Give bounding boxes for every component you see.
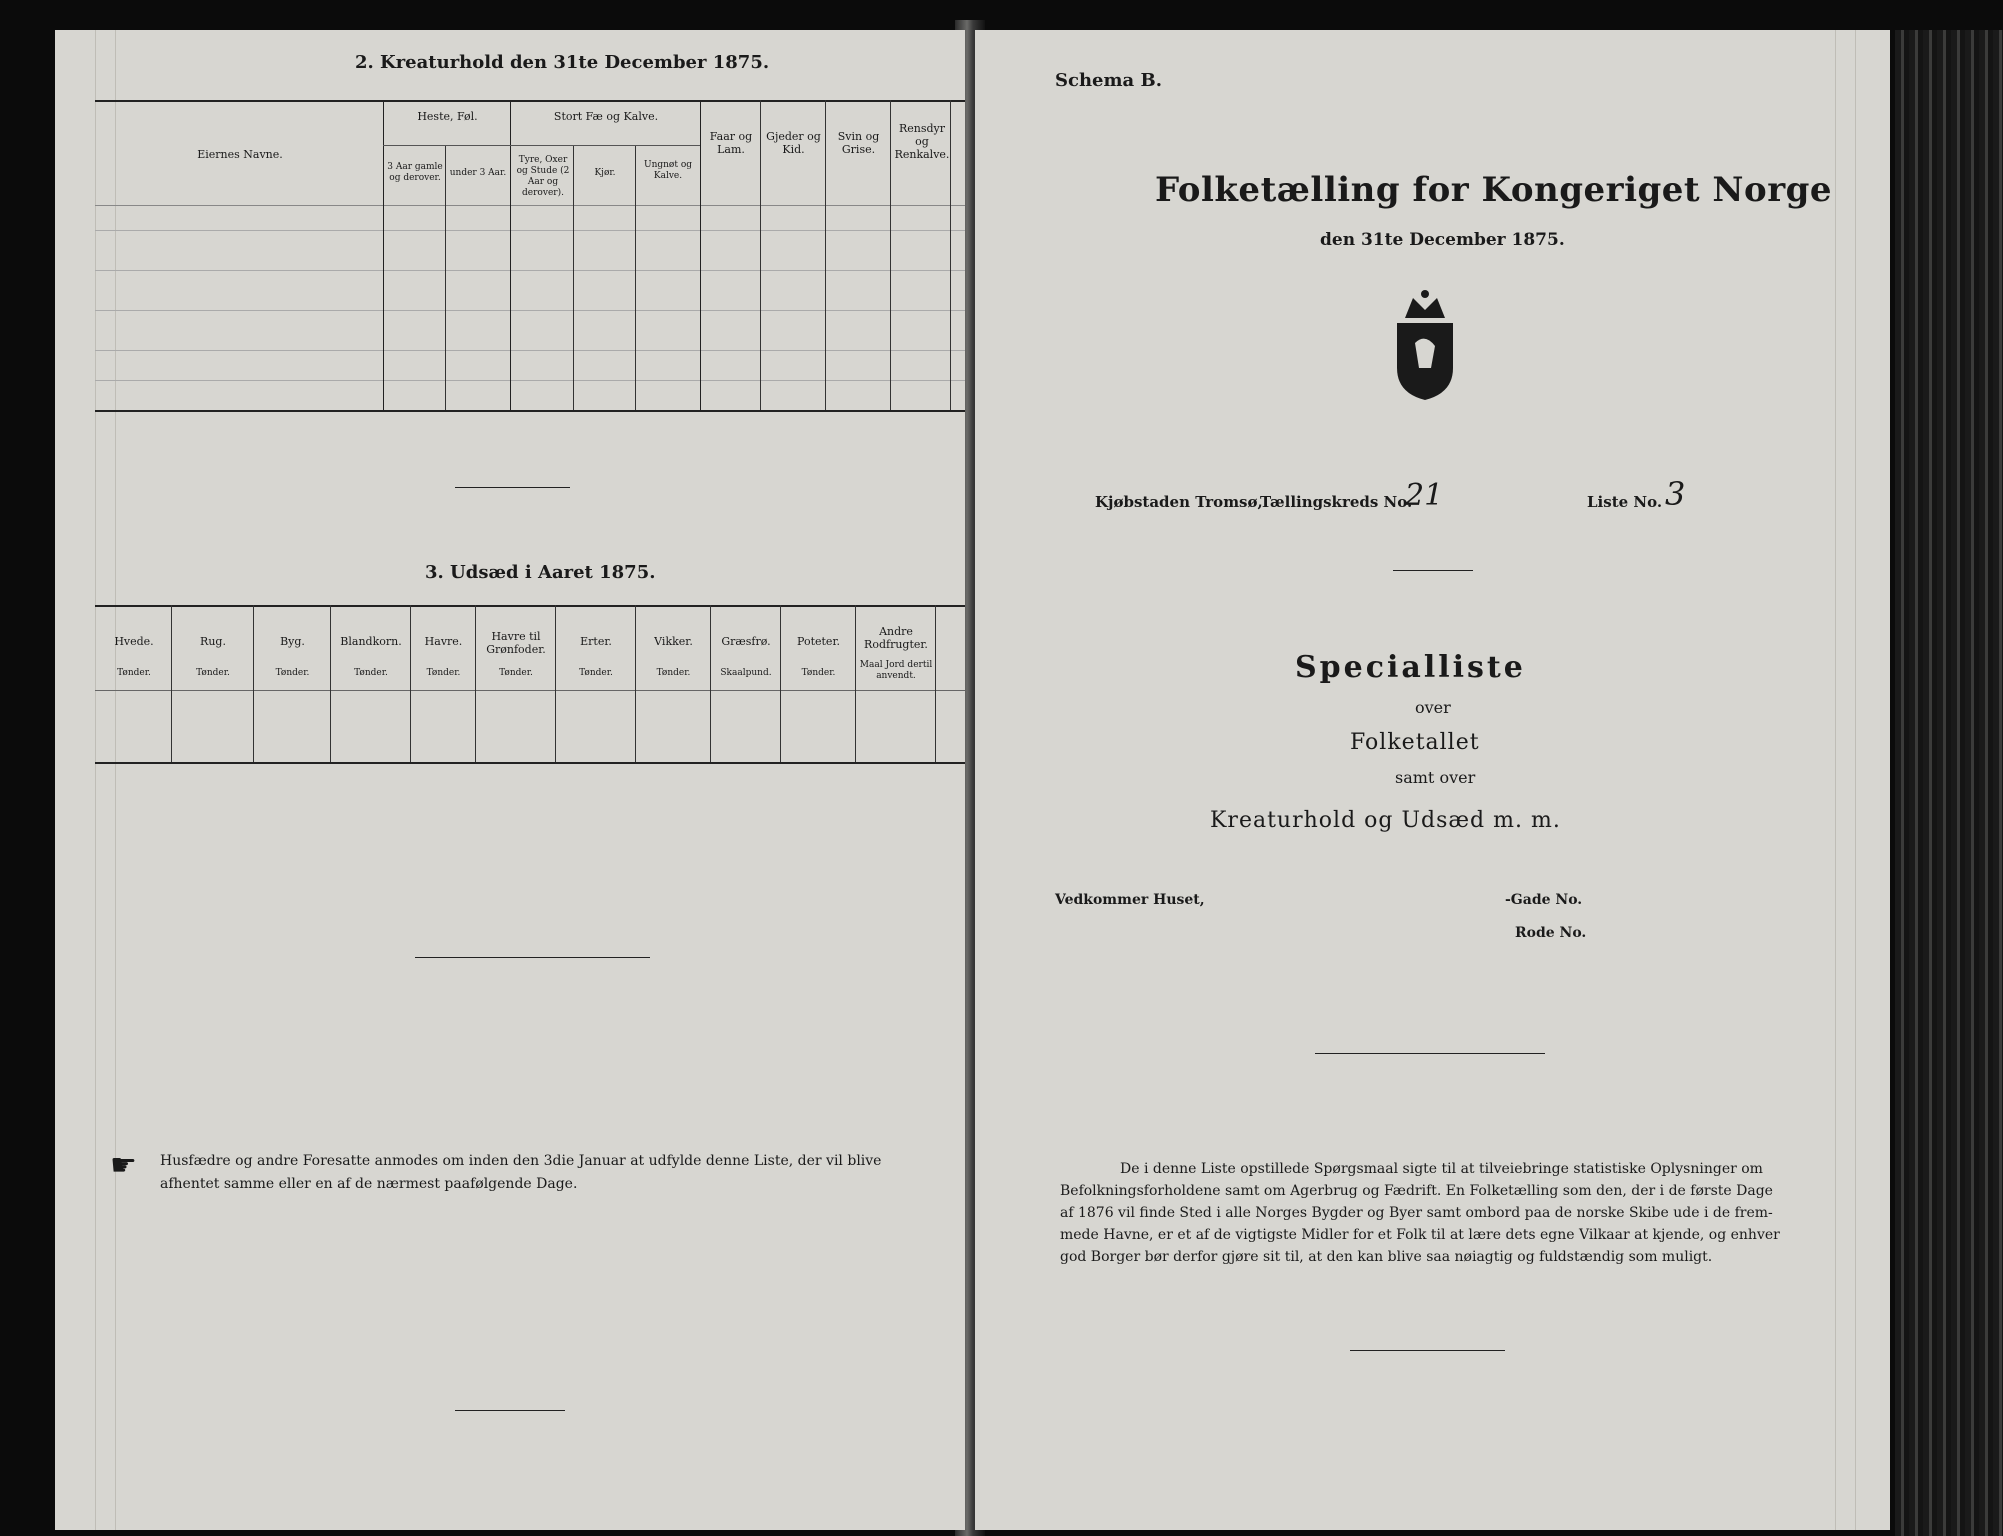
paragraph-line-1: De i denne Liste opstillede Spørgsmaal sigte til at tilveiebringe statistiske Oplysninger om <box>1120 1161 1763 1177</box>
storfe-header: Stort Fæ og Kalve. <box>553 110 659 123</box>
schema-label: Schema B. <box>1055 70 1162 91</box>
udsaed-unit-3: Tønder. <box>354 668 388 678</box>
rensdyr-header: Rensdyr og Renkalve. <box>894 122 950 161</box>
paragraph-line-2: Befolkningsforholdene samt om Agerbrug og Fædrift. En Folketælling som den, der i de første Dage <box>1060 1183 1773 1199</box>
heste-sub-2: under 3 Aar. <box>449 168 507 178</box>
kjobstad-label: Kjøbstaden Tromsø, <box>1095 493 1263 511</box>
udsaed-unit-0: Tønder. <box>117 668 151 678</box>
liste-label: Liste No. <box>1587 493 1663 511</box>
udsaed-col-7: Vikker. <box>654 635 693 648</box>
owner-name-header: Eiernes Navne. <box>197 148 283 161</box>
folketallet-heading: Folketallet <box>1350 730 1480 755</box>
udsaed-unit-6: Tønder. <box>579 668 613 678</box>
udsaed-unit-9: Tønder. <box>801 668 836 678</box>
udsaed-unit-7: Tønder. <box>656 668 691 678</box>
faar-header: Faar og Lam. <box>709 130 753 156</box>
gjeder-header: Gjeder og Kid. <box>766 130 821 156</box>
specialliste-heading: Specialliste <box>1295 650 1526 685</box>
main-title: Folketælling for Kongeriget Norge <box>1155 170 1833 210</box>
paragraph-line-3: af 1876 vil finde Sted i alle Norges Bygder og Byer samt ombord paa de norske Skibe ude i de frem- <box>1060 1205 1773 1221</box>
krets-value: 21 <box>1405 478 1444 513</box>
udsaed-col-4: Havre. <box>424 635 463 648</box>
instruction-line-2: afhentet samme eller en af de nærmest paafølgende Dage. <box>160 1176 578 1192</box>
udsaed-unit-2: Tønder. <box>275 668 310 678</box>
svin-header: Svin og Grise. <box>837 130 880 156</box>
section3-title: 3. Udsæd i Aaret 1875. <box>425 562 656 583</box>
paragraph-line-5: god Borger bør derfor gjøre sit til, at den kan blive saa nøiagtig og fuldstændig som muligt. <box>1060 1249 1713 1265</box>
udsaed-col-8: Græsfrø. <box>721 635 771 648</box>
krets-label: Tællingskreds No. <box>1260 493 1413 511</box>
udsaed-col-1: Rug. <box>200 635 226 648</box>
heste-header: Heste, Føl. <box>417 110 478 123</box>
coat-of-arms-icon <box>1385 288 1465 403</box>
udsaed-col-0: Hvede. <box>114 635 154 648</box>
udsaed-unit-5: Tønder. <box>499 668 533 678</box>
udsaed-unit-8: Skaalpund. <box>720 668 772 678</box>
liste-value: 3 <box>1665 475 1686 513</box>
heste-sub-1: 3 Aar gamle og derover. <box>387 162 443 183</box>
vedkommer-label: Vedkommer Huset, <box>1055 892 1205 908</box>
paragraph-line-4: mede Havne, er et af de vigtigste Midler for et Folk til at lære dets egne Vilkaar at kjende, og enhver <box>1060 1227 1780 1243</box>
left-page <box>55 30 965 1530</box>
rode-label: Rode No. <box>1515 925 1587 941</box>
udsaed-unit-4: Tønder. <box>426 668 461 678</box>
udsaed-col-6: Erter. <box>580 635 612 648</box>
udsaed-col-3: Blandkorn. <box>340 635 402 648</box>
over-label-1: over <box>1415 698 1451 717</box>
storfe-sub-2: Kjør. <box>594 168 616 178</box>
udsaed-col-10: Andre Rodfrugter. <box>864 625 928 651</box>
udsaed-col-9: Poteter. <box>797 635 840 648</box>
udsaed-unit-1: Tønder. <box>196 668 230 678</box>
udsaed-col-5: Havre til Grønfoder. <box>486 630 546 656</box>
right-page <box>975 30 1890 1530</box>
storfe-sub-1: Tyre, Oxer og Stude (2 Aar og derover). <box>516 155 570 198</box>
pointing-hand-icon: ☛ <box>110 1148 137 1183</box>
kreaturhold-heading: Kreaturhold og Udsæd m. m. <box>1210 808 1561 833</box>
page-edge-strips <box>1895 30 2003 1536</box>
instruction-line-1: Husfædre og andre Foresatte anmodes om inden den 3die Januar at udfylde denne Liste, der vil blive <box>160 1153 882 1169</box>
census-date: den 31te December 1875. <box>1320 230 1565 250</box>
storfe-sub-3: Ungnøt og Kalve. <box>643 160 692 181</box>
udsaed-unit-10: Maal Jord dertil anvendt. <box>859 660 933 681</box>
udsaed-col-2: Byg. <box>280 635 305 648</box>
samt-over-label: samt over <box>1395 768 1476 787</box>
section2-title: 2. Kreaturhold den 31te December 1875. <box>355 52 770 73</box>
gade-label: -Gade No. <box>1505 892 1583 908</box>
